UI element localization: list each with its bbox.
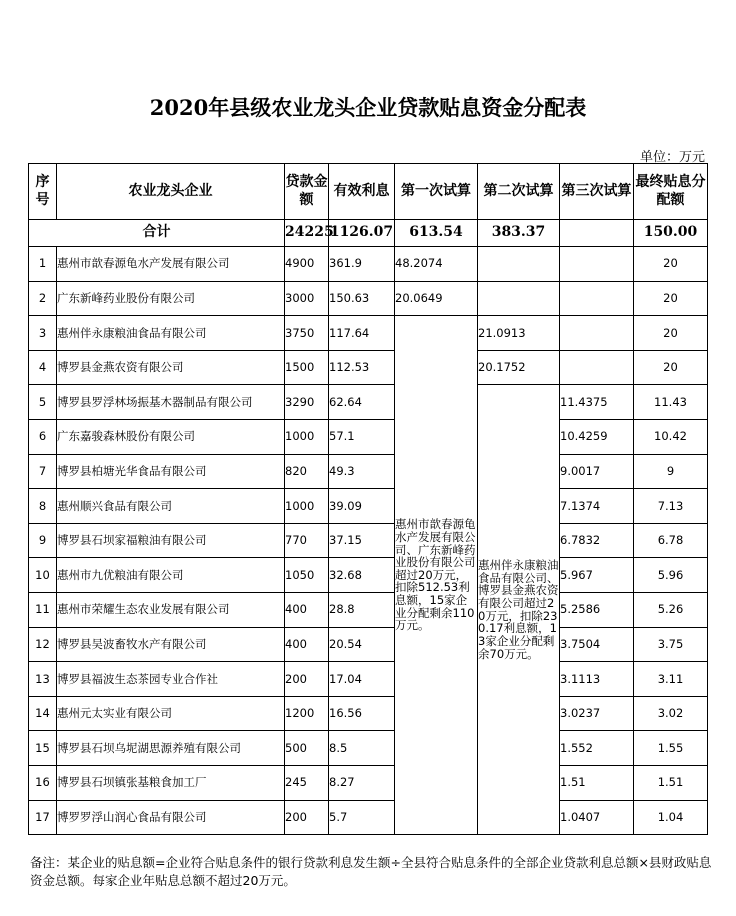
page-title: 2020年县级农业龙头企业贷款贴息资金分配表 — [149, 95, 587, 120]
row-loan: 400 — [285, 592, 329, 627]
row-seq: 16 — [29, 765, 57, 800]
row-loan: 500 — [285, 731, 329, 766]
total-interest: 1126.07 — [329, 220, 395, 247]
row-interest: 117.64 — [329, 316, 395, 351]
row-loan: 1500 — [285, 350, 329, 385]
row-calc2 — [478, 281, 560, 316]
unit-label: 单位：万元 — [639, 150, 705, 165]
row-calc2: 21.0913 — [478, 316, 560, 351]
row-final: 20 — [634, 281, 708, 316]
row-calc2 — [478, 247, 560, 282]
row-calc3: 1.51 — [560, 765, 634, 800]
row-company: 博罗罗浮山润心食品有限公司 — [57, 800, 285, 835]
row-seq: 10 — [29, 558, 57, 593]
row-final: 20 — [634, 350, 708, 385]
row-interest: 8.27 — [329, 765, 395, 800]
table-row — [29, 800, 708, 835]
row-calc3 — [560, 281, 634, 316]
row-loan: 1000 — [285, 489, 329, 524]
row-final: 20 — [634, 316, 708, 351]
row-company: 惠州伴永康粮油食品有限公司 — [57, 316, 285, 351]
row-final: 9 — [634, 454, 708, 489]
row-loan: 1050 — [285, 558, 329, 593]
row-calc3: 11.4375 — [560, 385, 634, 420]
row-final: 11.43 — [634, 385, 708, 420]
allocation-table — [28, 163, 708, 835]
row-calc3 — [560, 247, 634, 282]
row-final: 3.02 — [634, 696, 708, 731]
header-company: 农业龙头企业 — [57, 164, 285, 220]
row-interest: 20.54 — [329, 627, 395, 662]
row-seq: 2 — [29, 281, 57, 316]
row-seq: 15 — [29, 731, 57, 766]
table-row — [29, 558, 708, 593]
total-calc1: 613.54 — [395, 220, 478, 247]
row-calc3 — [560, 316, 634, 351]
row-company: 惠州元太实业有限公司 — [57, 696, 285, 731]
row-final: 3.75 — [634, 627, 708, 662]
total-row — [29, 220, 708, 247]
row-seq: 6 — [29, 419, 57, 454]
row-company: 博罗县吴波畜牧水产有限公司 — [57, 627, 285, 662]
row-interest: 32.68 — [329, 558, 395, 593]
row-calc3: 1.0407 — [560, 800, 634, 835]
table-row — [29, 696, 708, 731]
header-seq: 序号 — [29, 164, 57, 220]
row-interest: 37.15 — [329, 523, 395, 558]
row-seq: 8 — [29, 489, 57, 524]
table-row — [29, 662, 708, 697]
table-row — [29, 247, 708, 282]
row-company: 博罗县金燕农资有限公司 — [57, 350, 285, 385]
row-loan: 3290 — [285, 385, 329, 420]
table-row — [29, 731, 708, 766]
row-company: 博罗县罗浮林场振基木器制品有限公司 — [57, 385, 285, 420]
table-row — [29, 419, 708, 454]
row-final: 5.26 — [634, 592, 708, 627]
row-company: 博罗县石坝镇张基粮食加工厂 — [57, 765, 285, 800]
table-row — [29, 316, 708, 351]
row-company: 广东嘉骏森林股份有限公司 — [57, 419, 285, 454]
header-row — [29, 164, 708, 220]
row-loan: 4900 — [285, 247, 329, 282]
row-final: 10.42 — [634, 419, 708, 454]
row-final: 1.04 — [634, 800, 708, 835]
row-calc3: 6.7832 — [560, 523, 634, 558]
header-calc1: 第一次试算 — [395, 164, 478, 220]
row-interest: 62.64 — [329, 385, 395, 420]
row-final: 7.13 — [634, 489, 708, 524]
row-final: 3.11 — [634, 662, 708, 697]
table-row — [29, 592, 708, 627]
table-row — [29, 454, 708, 489]
table-row — [29, 385, 708, 420]
row-seq: 1 — [29, 247, 57, 282]
row-loan: 1000 — [285, 419, 329, 454]
row-interest: 28.8 — [329, 592, 395, 627]
row-loan: 200 — [285, 800, 329, 835]
row-seq: 7 — [29, 454, 57, 489]
row-calc1: 48.2074 — [395, 247, 478, 282]
table-row — [29, 489, 708, 524]
header-calc3: 第三次试算 — [560, 164, 634, 220]
row-company: 博罗县柏塘光华食品有限公司 — [57, 454, 285, 489]
row-company: 惠州市荣耀生态农业发展有限公司 — [57, 592, 285, 627]
row-seq: 3 — [29, 316, 57, 351]
row-calc2: 20.1752 — [478, 350, 560, 385]
footnote: 备注：某企业的贴息额=企业符合贴息条件的银行贷款利息发生额÷全县符合贴息条件的全部企业贷款利息总额×县财政贴息资金总额。每家企业年贴息总额不超过20万元。 — [30, 855, 712, 889]
total-label: 合计 — [29, 220, 285, 247]
row-seq: 12 — [29, 627, 57, 662]
header-calc2: 第二次试算 — [478, 164, 560, 220]
row-calc3: 5.2586 — [560, 592, 634, 627]
row-interest: 150.63 — [329, 281, 395, 316]
row-calc3: 1.552 — [560, 731, 634, 766]
total-loan: 24225 — [285, 220, 329, 247]
row-calc3: 3.0237 — [560, 696, 634, 731]
row-company: 惠州顺兴食品有限公司 — [57, 489, 285, 524]
row-calc3: 10.4259 — [560, 419, 634, 454]
row-loan: 770 — [285, 523, 329, 558]
row-final: 6.78 — [634, 523, 708, 558]
row-company: 惠州市九优粮油有限公司 — [57, 558, 285, 593]
row-interest: 16.56 — [329, 696, 395, 731]
row-seq: 14 — [29, 696, 57, 731]
row-interest: 361.9 — [329, 247, 395, 282]
row-seq: 5 — [29, 385, 57, 420]
table-row — [29, 350, 708, 385]
row-loan: 245 — [285, 765, 329, 800]
row-interest: 17.04 — [329, 662, 395, 697]
row-loan: 400 — [285, 627, 329, 662]
total-calc2: 383.37 — [478, 220, 560, 247]
row-interest: 39.09 — [329, 489, 395, 524]
row-company: 广东新峰药业股份有限公司 — [57, 281, 285, 316]
row-loan: 200 — [285, 662, 329, 697]
row-calc3 — [560, 350, 634, 385]
table-row — [29, 627, 708, 662]
header-loan: 贷款金额 — [285, 164, 329, 220]
row-seq: 11 — [29, 592, 57, 627]
row-interest: 49.3 — [329, 454, 395, 489]
row-seq: 4 — [29, 350, 57, 385]
row-calc1: 20.0649 — [395, 281, 478, 316]
table-row — [29, 765, 708, 800]
row-interest: 8.5 — [329, 731, 395, 766]
row-calc3: 9.0017 — [560, 454, 634, 489]
row-loan: 1200 — [285, 696, 329, 731]
total-calc3 — [560, 220, 634, 247]
row-final: 1.51 — [634, 765, 708, 800]
row-loan: 3000 — [285, 281, 329, 316]
header-final: 最终贴息分配额 — [634, 164, 708, 220]
calc2-merged-note: 惠州伴永康粮油食品有限公司、博罗县金燕农资有限公司超过20万元，扣除230.17利息额，13家企业分配剩余70万元。 — [478, 385, 560, 835]
row-company: 博罗县石坝家福粮油有限公司 — [57, 523, 285, 558]
row-company: 博罗县石坝乌坭湖思源养殖有限公司 — [57, 731, 285, 766]
row-loan: 820 — [285, 454, 329, 489]
row-interest: 112.53 — [329, 350, 395, 385]
row-final: 5.96 — [634, 558, 708, 593]
row-interest: 5.7 — [329, 800, 395, 835]
header-interest: 有效利息 — [329, 164, 395, 220]
calc1-merged-note: 惠州市歆春源龟水产发展有限公司、广东新峰药业股份有限公司超过20万元，扣除512.53利息额，15家企业分配剩余110万元。 — [395, 316, 478, 835]
row-calc3: 5.967 — [560, 558, 634, 593]
table-row — [29, 281, 708, 316]
row-seq: 9 — [29, 523, 57, 558]
row-calc3: 3.1113 — [560, 662, 634, 697]
row-final: 1.55 — [634, 731, 708, 766]
row-calc3: 7.1374 — [560, 489, 634, 524]
row-company: 博罗县福波生态茶园专业合作社 — [57, 662, 285, 697]
row-seq: 13 — [29, 662, 57, 697]
total-final: 150.00 — [634, 220, 708, 247]
row-loan: 3750 — [285, 316, 329, 351]
row-final: 20 — [634, 247, 708, 282]
row-seq: 17 — [29, 800, 57, 835]
row-calc3: 3.7504 — [560, 627, 634, 662]
row-interest: 57.1 — [329, 419, 395, 454]
row-company: 惠州市歆春源龟水产发展有限公司 — [57, 247, 285, 282]
table-row — [29, 523, 708, 558]
